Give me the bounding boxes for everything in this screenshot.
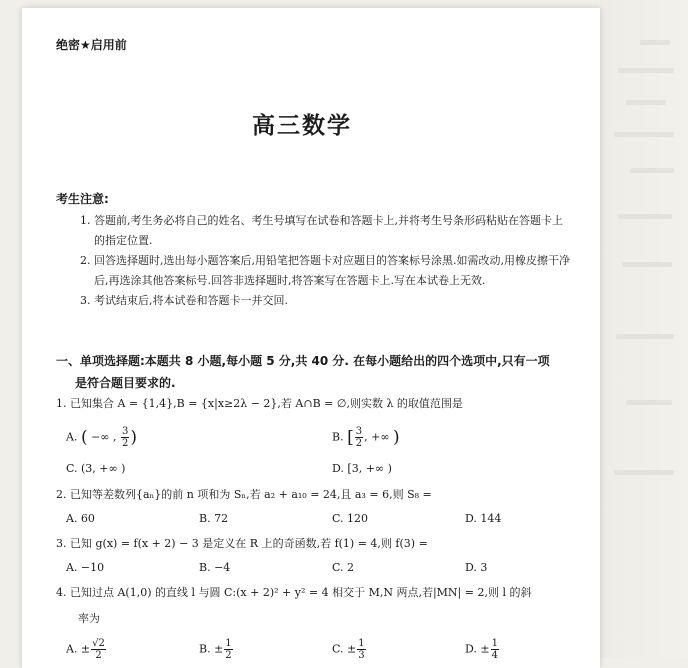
- fraction-numerator: 1: [225, 638, 232, 649]
- option-c-prefix: C. ±: [332, 642, 357, 656]
- option-a-fraction: [121, 426, 129, 449]
- fraction-numerator: 1: [491, 638, 499, 649]
- fraction-numerator: √2: [92, 638, 105, 649]
- question-3-stem: 3. 已知 g(x) = f(x + 2) − 3 是定义在 R 上的奇函数,若 f(1) = 4,则 f(3) =: [56, 537, 428, 550]
- section-heading: [56, 350, 576, 394]
- question-4-stem-line1: 4. 已知过点 A(1,0) 的直线 l 与圆 C:(x + 2)² + y² = 4 相交于 M,N 两点,若|MN| = 2,则 l 的斜: [56, 586, 532, 599]
- notice-item: 2. 回答选择题时,选出每小题答案后,用铅笔把答题卡对应题目的答案标号涂黑.如需改动,用橡皮擦干净后,再选涂其他答案标号.回答非选择题时,将答案写在答题卡上.写在本试卷上无效.: [80, 254, 570, 287]
- question-2-option-a: A. 60: [66, 512, 95, 525]
- question-4-stem-line2: 率为: [78, 612, 100, 625]
- question-3-option-a: A. −10: [66, 561, 105, 574]
- option-b-prefix: B.: [332, 430, 344, 444]
- question-3-option-d: D. 3: [465, 561, 488, 574]
- option-b-close-paren: ): [392, 427, 400, 448]
- question-1-option-c: C. (3, +∞ ): [66, 462, 126, 475]
- fraction-numerator: 3: [121, 426, 129, 437]
- fraction-denominator: 2: [95, 650, 102, 661]
- option-b-fraction: [355, 426, 363, 449]
- option-a-prefix: A. ±: [66, 642, 91, 656]
- option-a-close-paren: ): [130, 427, 137, 448]
- section-heading-line1: 一、单项选择题:本题共 8 小题,每小题 5 分,共 40 分. 在每小题给出的四个选项中,只有一项: [56, 354, 550, 368]
- question-1-option-b: [332, 426, 400, 449]
- question-2-option-b: B. 72: [199, 512, 229, 525]
- question-3-option-b: B. −4: [199, 561, 231, 574]
- option-a-left: −∞ ,: [87, 430, 117, 444]
- fraction-denominator: 2: [121, 438, 129, 449]
- question-1-option-d: D. [3, +∞ ): [332, 462, 392, 475]
- option-b-right: , +∞: [364, 430, 393, 444]
- question-2-option-c: C. 120: [332, 512, 369, 525]
- notice-item: 1. 答题前,考生务必将自己的姓名、考生号填写在试卷和答题卡上,并将考生号条形码粘贴在答题卡上的指定位置.: [80, 214, 563, 247]
- question-2-option-d: D. 144: [465, 512, 502, 525]
- option-a-open-paren: (: [80, 427, 88, 448]
- question-1-option-a: [66, 426, 137, 449]
- question-1-stem: 1. 已知集合 A = {1,4},B = {x|x≥2λ − 2},若 A∩B = ∅,则实数 λ 的取值范围是: [56, 397, 463, 410]
- fraction-numerator: 1: [358, 638, 365, 649]
- option-a-prefix: A.: [66, 430, 78, 444]
- option-b-prefix: B. ±: [199, 642, 224, 656]
- fraction-denominator: 2: [355, 438, 363, 449]
- notice-item: 3. 考试结束后,将本试卷和答题卡一并交回.: [80, 294, 288, 307]
- fraction-denominator: 4: [491, 650, 499, 661]
- confidential-label: 绝密★启用前: [56, 38, 127, 52]
- question-3-option-c: C. 2: [332, 561, 355, 574]
- notice-list: [80, 211, 570, 311]
- page-title: 高三数学: [252, 113, 352, 139]
- section-heading-line2: 是符合题目要求的.: [75, 376, 176, 390]
- fraction-numerator: 3: [355, 426, 363, 437]
- option-d-prefix: D. ±: [465, 642, 490, 656]
- exam-page: [22, 8, 600, 668]
- adjacent-page-edge: [600, 0, 688, 658]
- option-b-open-bracket: [: [347, 427, 354, 448]
- notice-heading: 考生注意:: [56, 192, 109, 206]
- question-2-stem: 2. 已知等差数列{aₙ}的前 n 项和为 Sₙ,若 a₂ + a₁₀ = 24,且 a₃ = 6,则 S₈ =: [56, 488, 432, 501]
- fraction-denominator: 3: [358, 650, 365, 661]
- fraction-denominator: 2: [225, 650, 232, 661]
